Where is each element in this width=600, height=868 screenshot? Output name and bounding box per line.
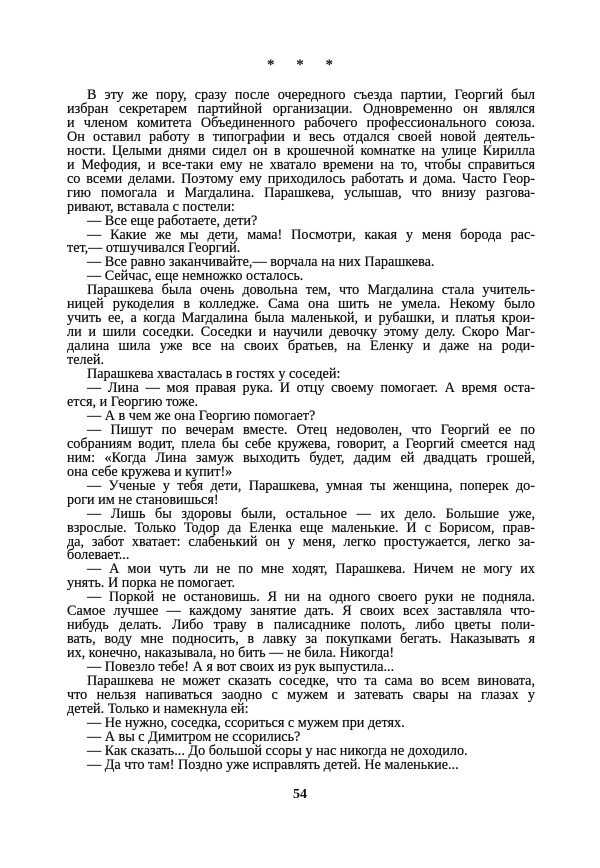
paragraph <box>67 382 535 410</box>
paragraph <box>67 675 535 717</box>
text-line: — Повезло тебе! А я вот своих из рук выпустила... <box>87 659 395 676</box>
text-line: — Не нужно, соседка, ссориться с мужем при детях. <box>87 714 405 731</box>
text-line: вать, воду мне подносить, в лавку за покупками бегать. Наказывать я <box>67 631 535 648</box>
text-line: гию помогала и Магдалина. Парашкева, услышав, что внизу разгова- <box>67 184 535 201</box>
text-line: — Как сказать... До большой ссоры у нас никогда не доходило. <box>87 742 468 759</box>
text-line: нибудь делать. Либо траву в палисаднике полоть, либо цветы поли- <box>67 617 535 634</box>
text-line: роги им не становишься! <box>67 491 219 508</box>
text-line: ривают, вставала с постели: <box>67 198 235 215</box>
text-line: избран секретарем партийной организации. Одновременно он являлся <box>67 100 535 117</box>
text-line: — Какие же мы дети, мама! Посмотри, какая у меня борода рас- <box>87 226 535 243</box>
text-line: телей. <box>67 352 105 369</box>
text-line: со всеми делами. Поэтому ему приходилось работать и дома. Часто Геор- <box>67 170 535 187</box>
paragraph <box>67 591 535 661</box>
paragraph <box>67 563 535 591</box>
text-line: их, конечно, наказывала, но бить — не била. Никогда! <box>67 645 395 662</box>
text-line: Парашкева была очень довольна тем, что Магдалина стала учитель- <box>87 282 535 299</box>
text-line: ним: «Когда Лина замуж выходить будет, дадим ей двадцать грошей, <box>67 449 535 466</box>
text-line: тет,— отшучивался Георгий. <box>67 240 241 257</box>
paragraph <box>67 226 535 257</box>
text-line: ности. Целыми днями сидел он в крошечной комнатке на улице Кирилла <box>67 142 535 159</box>
paragraph <box>67 284 535 368</box>
text-line: Парашкева не может сказать соседке, что та сама во всем виновата, <box>87 673 535 690</box>
text-line: унять. И порка не помогает. <box>67 575 236 592</box>
text-line: — А мои чуть ли не по мне ходят, Парашкева. Ничем не могу их <box>87 561 535 578</box>
paragraph <box>67 89 535 215</box>
text-line: — Лина — моя правая рука. И отцу своему помогает. А время оста- <box>87 380 535 397</box>
paragraph <box>67 756 535 773</box>
text-line: ли и шили соседки. Соседки и научили девочку этому делу. Скоро Маг- <box>67 324 535 341</box>
text-line: и членом комитета Объединенного рабочего профессионального союза. <box>67 114 535 131</box>
text-line: ницей рукоделия в колледже. Сама она шить не умела. Некому было <box>67 296 535 313</box>
text-line: — Ученые у тебя дети, Парашкева, умная ты женщина, поперек до- <box>87 477 535 494</box>
text-line: — Пишут по вечерам вместе. Отец недоволен, что Георгий ее по <box>87 421 535 438</box>
text-line: — Все еще работаете, дети? <box>87 212 258 229</box>
text-line: В эту же пору, сразу после очередного съезда партии, Георгий был <box>87 87 535 103</box>
text-line: далина шила уже все на своих братьев, на Еленку и даже на роди- <box>67 338 535 355</box>
text-line: — Лишь бы здоровы были, остальное — их дело. Большие уже, <box>87 505 535 522</box>
text-line: взрослые. Только Тодор да Еленка еще маленькие. И с Борисом, прав- <box>67 519 535 536</box>
text-line: болевает... <box>67 547 130 564</box>
text-line: детей. Только и намекнула ей: <box>67 700 249 717</box>
text-line: собраниям водит, плела бы себе кружева, говорит, а Георгий смеется над <box>67 435 535 452</box>
text-line: ется, и Георгию тоже. <box>67 393 199 410</box>
section-separator: * * * <box>267 57 333 73</box>
paragraph <box>67 477 535 508</box>
text-line: Он оставил работу в типографии и весь отдался своей новой деятель- <box>67 128 535 145</box>
text-line: — А вы с Димитром не ссорились? <box>87 728 301 745</box>
text-line: — Все равно заканчивайте,— ворчала на них Парашкева. <box>87 254 435 271</box>
text-line: что нельзя напиваться заодно с мужем и затевать свары на глазах у <box>67 686 535 703</box>
text-line: учить ее, а когда Магдалина была маленькой, и рубашки, и платья крои- <box>67 310 535 327</box>
page-number: 54 <box>293 787 307 802</box>
paragraph <box>67 421 535 480</box>
text-line: — Да что там! Поздно уже исправлять детей. Не маленькие... <box>87 756 459 773</box>
text-line: Парашкева хвасталась в гостях у соседей: <box>87 366 341 383</box>
body-text <box>67 89 535 773</box>
text-line: да, забот хватает: слабенький он у меня, легко простужается, легко за- <box>67 533 535 550</box>
text-line: — Сейчас, еще немножко осталось. <box>87 268 304 285</box>
paragraph <box>67 505 535 564</box>
text-line: и Мефодия, и все-таки ему не хватало времени на то, чтобы справиться <box>67 156 535 173</box>
text-line: она себе кружева и купит!» <box>67 463 233 480</box>
text-line: Самое лучшее — каждому занятие дать. Я своих всех заставляла что- <box>67 603 535 620</box>
text-line: — А в чем же она Георгию помогает? <box>87 407 316 424</box>
text-line: — Поркой не остановишь. Я ни на одного своего руки не подняла. <box>87 589 535 606</box>
